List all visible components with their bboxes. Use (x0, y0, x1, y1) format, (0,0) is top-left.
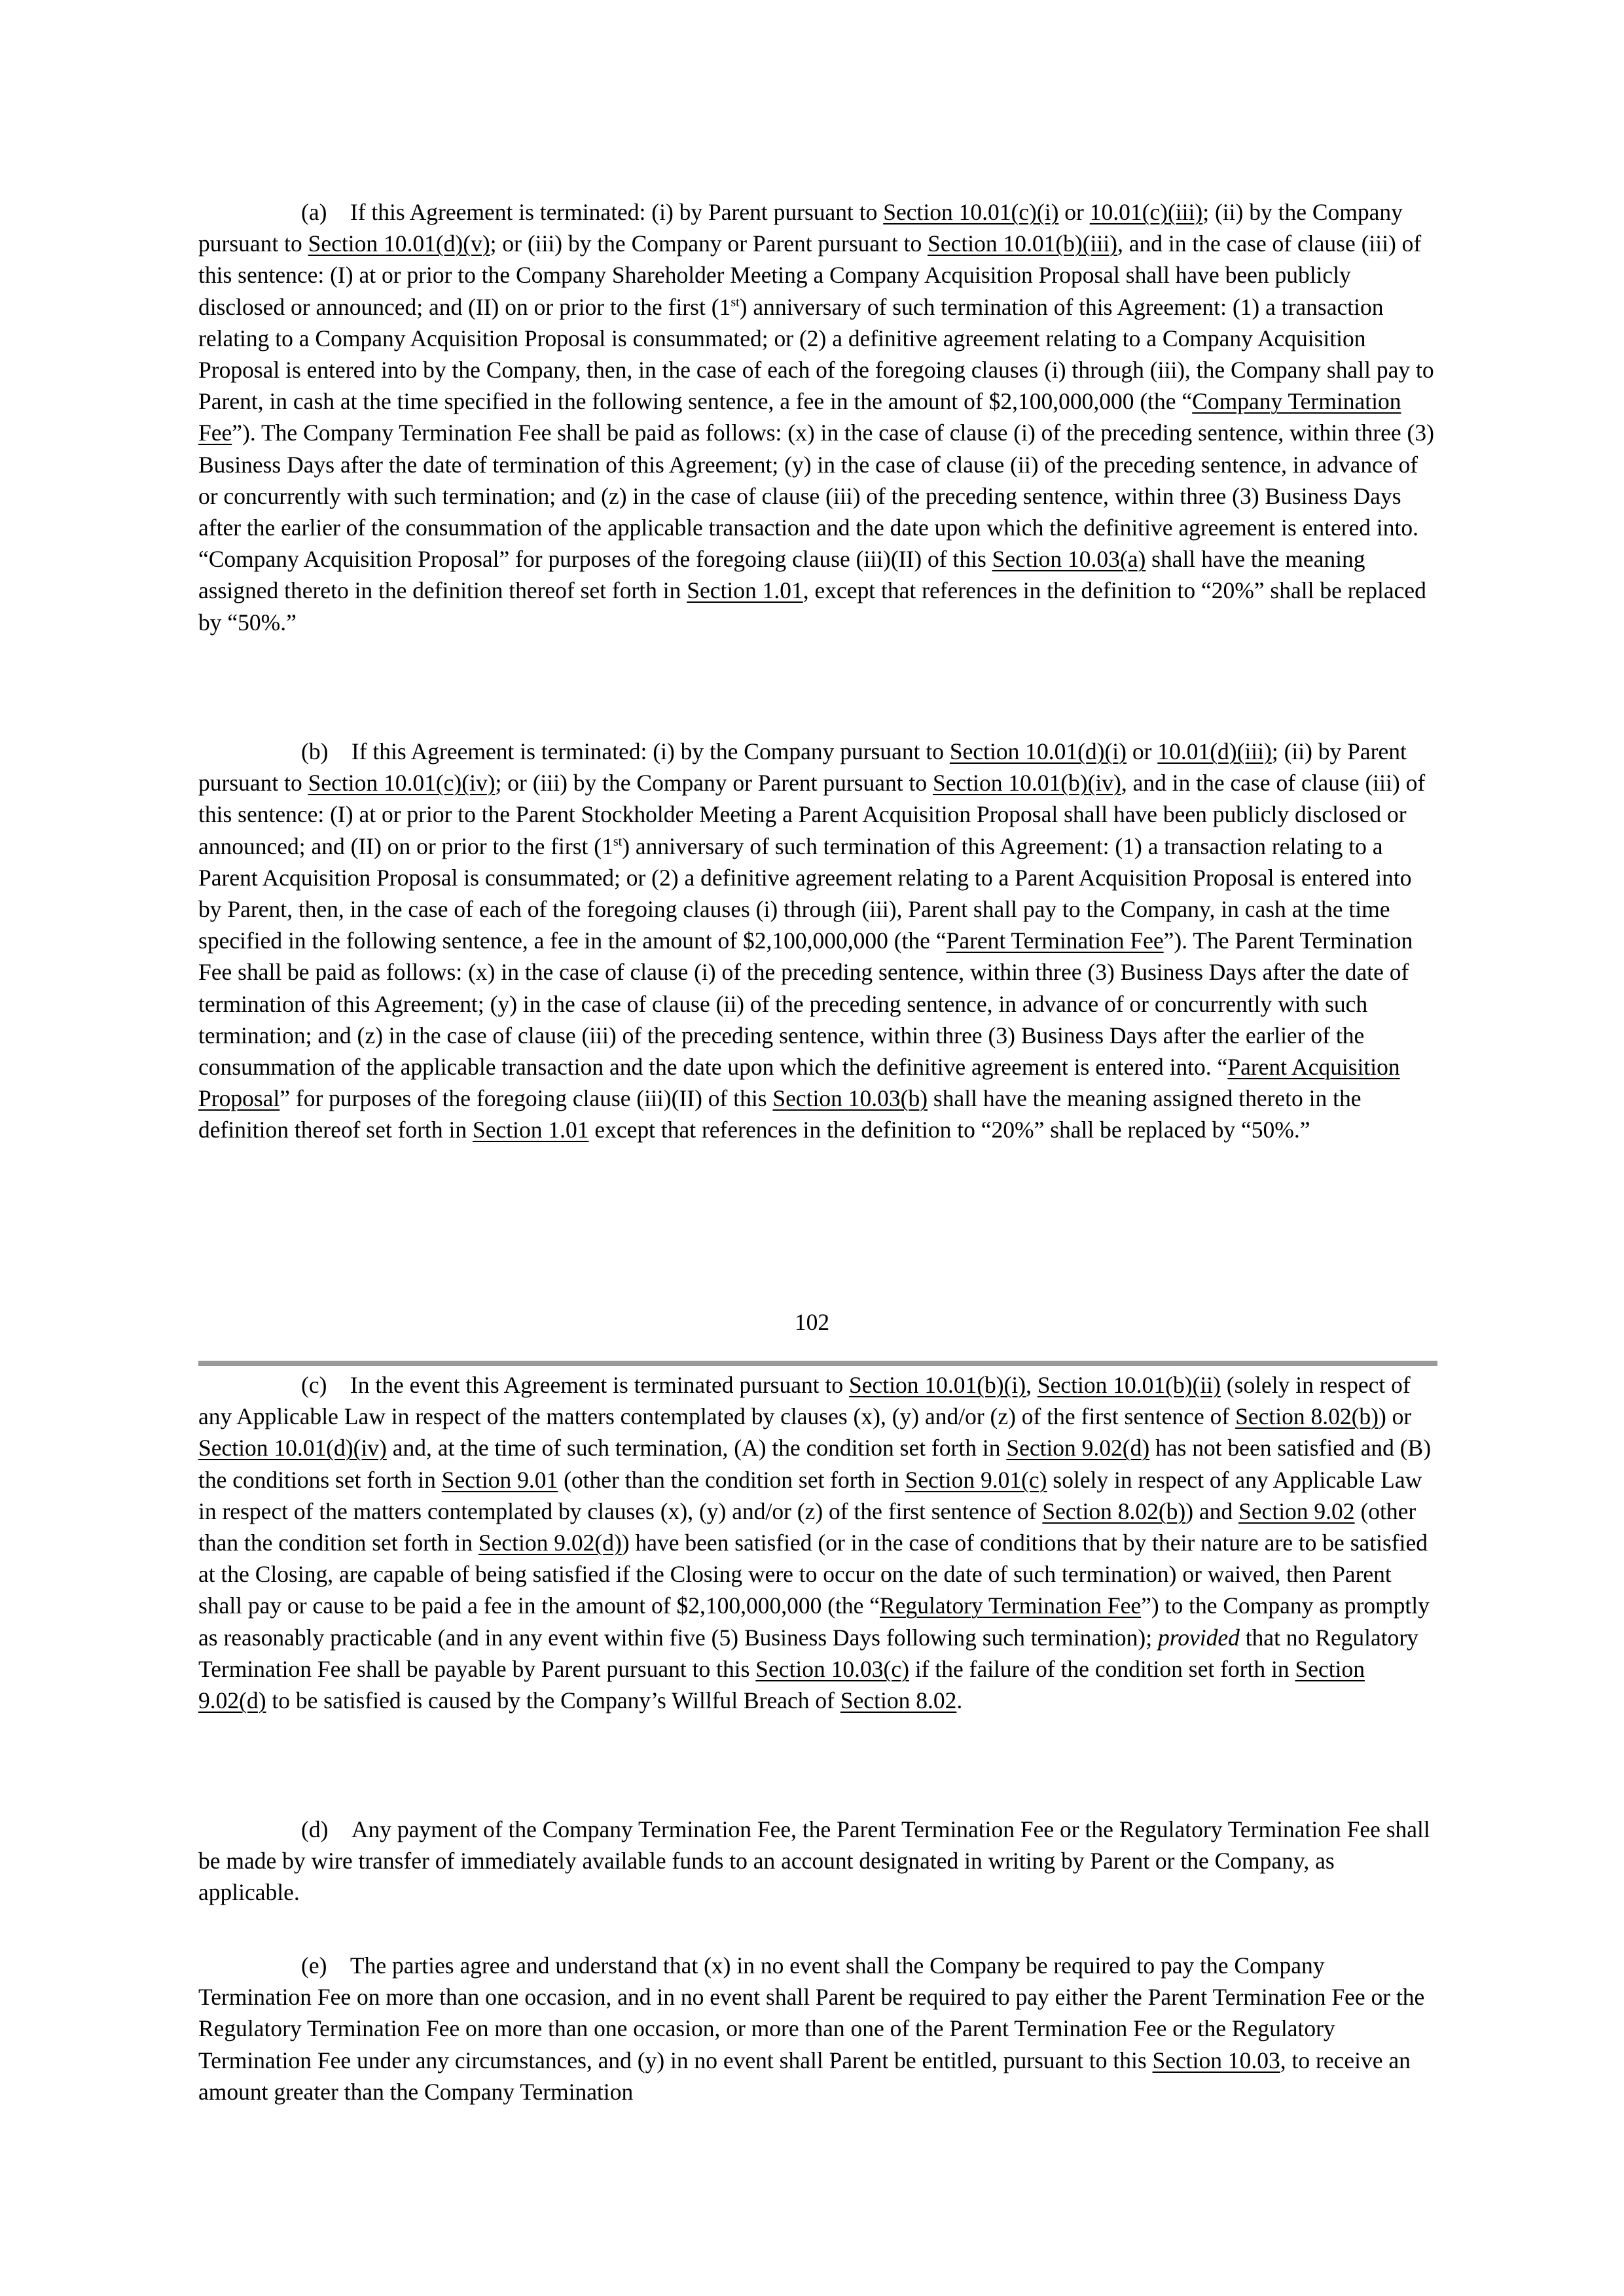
text-run: The parties agree and understand that (x) in no event shall the Company be required to pay the Company Termination Fee on more than one occasion, and in no event shall Parent be required to pay either the Parent Termination Fee or the Regulatory Termination Fee on more than one occasion, or more than one of the Parent Termination Fee or the Regulatory Termination Fee under any circumstances, and (y) in no event shall Parent be entitled, pursuant to this (198, 1952, 1425, 2073)
paragraph-label: (b) (301, 738, 329, 764)
section-reference: Section 8.02 (840, 1687, 957, 1714)
ordinal-superscript: st (613, 834, 623, 849)
text-run: and, at the time of such termination, (A) the condition set forth in (386, 1435, 1007, 1462)
text-run: ; (ii) by the Company pursuant to (198, 199, 1403, 257)
section-reference: Section 8.02(b) (1042, 1498, 1186, 1524)
text-run: ”) to the Company as promptly as reasonably practicable (and in any event within five (5) Business Days following such termination); (198, 1592, 1430, 1651)
section-reference: Company Termination Fee (198, 388, 1401, 446)
text-run: In the event this Agreement is terminated pursuant to (327, 1372, 849, 1398)
text-run: or (1126, 738, 1158, 764)
text-run: ) anniversary of such termination of this Agreement: (1) a transaction relating to a Company Acquisition Proposal is consummated; or (2) a definitive agreement relating to a Company Acquisition Proposal is entered into by the Company, then, in the case of each of the foregoing clauses (i) through (iii), the Company shall pay to Parent, in cash at the time specified in the following sentence, a fee in the amount of $2,100,000,000 (the “ (198, 293, 1434, 415)
section-reference: Section 10.01(b)(i) (848, 1372, 1026, 1398)
section-reference: Section 10.01(d)(i) (949, 738, 1127, 764)
ordinal-superscript: st (731, 295, 740, 310)
section-reference: Section 10.01(c)(iv) (308, 770, 496, 797)
text-run: , (1026, 1372, 1038, 1398)
section-reference: Section 10.03(a) (992, 546, 1146, 573)
text-run: , and in the case of clause (iii) of this sentence: (I) at or prior to the Company Shareholder Meeting a Company Acquisition Proposal shall have been publicly disclosed or announced; and (II) on or prior to the first (1 (198, 230, 1422, 320)
section-reference: Section 9.02(d) (478, 1530, 622, 1556)
text-run: ) and (1185, 1498, 1239, 1524)
section-reference: Section 9.01 (441, 1466, 558, 1493)
paragraph-b (198, 736, 1437, 1146)
text-run: , to receive an amount greater than the Company Termination (198, 2047, 1411, 2105)
text-run: has not been satisfied and (B) the conditions set forth in (198, 1435, 1432, 1493)
paragraph-a (198, 196, 1437, 638)
section-reference: Section 10.03(b) (772, 1085, 928, 1112)
section-reference: Section 1.01 (687, 577, 803, 604)
section-reference: 10.01(c)(iii) (1089, 199, 1203, 225)
section-reference: Section 10.01(b)(iv) (932, 770, 1121, 797)
text-run: , except that references in the definition to “20%” shall be replaced by “50%.” (198, 577, 1426, 636)
text-run: If this Agreement is terminated: (i) by the Company pursuant to (328, 738, 950, 764)
text-run: ; or (iii) by the Company or Parent pursuant to (495, 770, 933, 797)
section-reference: 10.01(d)(iii) (1157, 738, 1272, 764)
section-reference: Section 10.01(d)(iv) (198, 1435, 387, 1462)
paragraph-label: (d) (301, 1816, 329, 1842)
text-run: or (1058, 199, 1090, 225)
text-run: If this Agreement is terminated: (i) by Parent pursuant to (327, 199, 884, 225)
text-run: ”). The Parent Termination Fee shall be paid as follows: (x) in the case of clause (i) of the preceding sentence, within three (3) Business Days after the date of termination of this Agreement; (y) in the case of clause (ii) of the preceding sentence, in advance of or concurrently with such termination; and (z) in the case of clause (iii) of the preceding sentence, within three (3) Business Days after the earlier of the consummation of the applicable transaction and the date upon which the definitive agreement is entered into. “ (198, 927, 1413, 1081)
section-reference: Section 9.02(d) (198, 1655, 1365, 1714)
paragraph-d (198, 1814, 1437, 1909)
section-reference: Section 10.01(b)(ii) (1037, 1372, 1221, 1398)
text-run: except that references in the definition to “20%” shall be replaced by “50%.” (588, 1117, 1310, 1143)
text-run: . (956, 1687, 963, 1714)
text-run: (other than the condition set forth in (198, 1498, 1416, 1556)
text-run: if the failure of the condition set forth in (909, 1655, 1295, 1682)
section-reference: Section 1.01 (472, 1117, 589, 1143)
page-break-rule (198, 1361, 1437, 1366)
section-reference: Section 10.03 (1152, 2047, 1280, 2073)
text-run: ) anniversary of such termination of this Agreement: (1) a transaction relating to a Parent Acquisition Proposal is consummated; or (2) a definitive agreement relating to a Parent Acquisition Proposal is entered into by Parent, then, in the case of each of the foregoing clauses (i) through (iii), Parent shall pay to the Company, in cash at the time specified in the following sentence, a fee in the amount of $2,100,000,000 (the “ (198, 833, 1412, 954)
section-reference: Section 8.02(b) (1235, 1403, 1379, 1430)
text-run: Any payment of the Company Termination Fee, the Parent Termination Fee or the Regulatory Termination Fee shall be made by wire transfer of immediately available funds to an account designated in writing by Parent or the Company, as applicable. (198, 1816, 1430, 1906)
text-run: ” for purposes of the foregoing clause (iii)(II) of this (280, 1085, 773, 1112)
section-reference: Section 9.02(d) (1006, 1435, 1150, 1462)
text-run: ) have been satisfied (or in the case of conditions that by their nature are to be satisfied at the Closing, are capable of being satisfied if the Closing were to occur on the date of such termination) or waived, then Parent shall pay or cause to be paid a fee in the amount of $2,100,000,000 (the “ (198, 1530, 1428, 1619)
text-run: (other than the condition set forth in (558, 1466, 905, 1493)
text-run: ”). The Company Termination Fee shall be paid as follows: (x) in the case of clause (i) of the preceding sentence, within three (3) Business Days after the date of termination of this Agreement; (y) in the case of clause (ii) of the preceding sentence, in advance of or concurrently with such termination; and (z) in the case of clause (iii) of the preceding sentence, within three (3) Business Days after the earlier of the consummation of the applicable transaction and the date upon which the definitive agreement is entered into. “Company Acquisition Proposal” for purposes of the foregoing clause (iii)(II) of this (198, 420, 1434, 573)
paragraph-label: (c) (301, 1372, 327, 1398)
text-run: (solely in respect of any Applicable Law in respect of the matters contemplated by clauses (x), (y) and/or (z) of the first sentence of (198, 1372, 1411, 1430)
text-run: ; or (iii) by the Company or Parent pursuant to (490, 230, 928, 257)
section-reference: Parent Termination Fee (946, 927, 1164, 954)
section-reference: Section 10.01(b)(iii) (928, 230, 1117, 257)
text-run: ) or (1378, 1403, 1412, 1430)
text-run: shall have the meaning assigned thereto in the definition thereof set forth in (198, 1085, 1362, 1143)
paragraph-c (198, 1369, 1437, 1716)
section-reference: Section 10.01(d)(v) (308, 230, 490, 257)
text-run: , and in the case of clause (iii) of this sentence: (I) at or prior to the Parent Stockholder Meeting a Parent Acquisition Proposal shall have been publicly disclosed or announced; and (II) on or prior to the first (1 (198, 770, 1426, 859)
text-run: that no Regulatory Termination Fee shall be payable by Parent pursuant to this (198, 1624, 1418, 1682)
section-reference: Regulatory Termination Fee (880, 1592, 1142, 1619)
text-run: ; (ii) by Parent pursuant to (198, 738, 1407, 797)
section-reference: Section 9.01(c) (905, 1466, 1047, 1493)
text-run: to be satisfied is caused by the Company’s Willful Breach of (266, 1687, 840, 1714)
section-reference: Parent Acquisition Proposal (198, 1054, 1400, 1112)
section-reference: Section 9.02 (1238, 1498, 1355, 1524)
section-reference: Section 10.01(c)(i) (883, 199, 1059, 225)
paragraph-label: (e) (301, 1952, 327, 1979)
text-run: shall have the meaning assigned thereto in the definition thereof set forth in (198, 546, 1365, 604)
paragraph-label: (a) (301, 199, 327, 225)
text-run: solely in respect of any Applicable Law in respect of the matters contemplated by clauses (x), (y) and/or (z) of the first sentence of (198, 1466, 1422, 1524)
paragraph-e (198, 1950, 1437, 2108)
section-reference: Section 10.03(c) (755, 1655, 909, 1682)
page-number: 102 (794, 1309, 830, 1335)
italic-text: provided (1157, 1624, 1240, 1651)
